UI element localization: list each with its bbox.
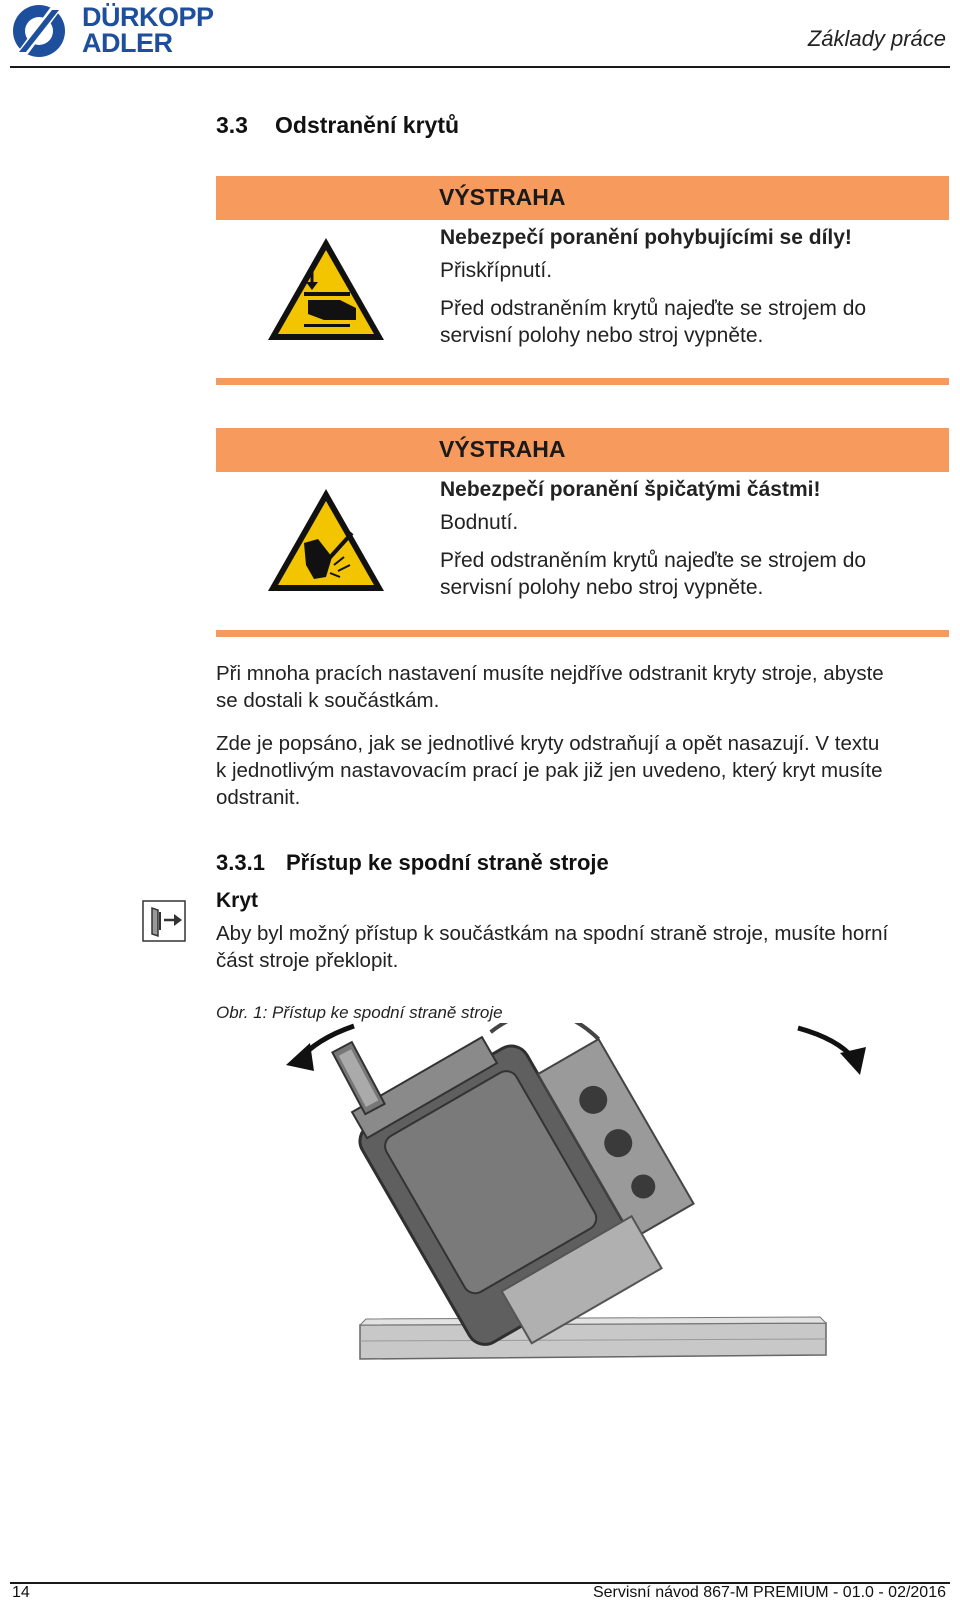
paragraph-line: část stroje překlopit. bbox=[216, 949, 399, 972]
company-logo bbox=[10, 2, 225, 60]
warning-hazard: Bodnutí. bbox=[440, 511, 519, 534]
warning-instruction-line2: servisní polohy nebo stroj vypněte. bbox=[440, 324, 764, 347]
paragraph-line: k jednotlivým nastavovacím prací je pak již jen uvedeno, který kryt musíte bbox=[216, 759, 883, 782]
page-number: 14 bbox=[12, 1584, 30, 1601]
paragraph-line: Při mnoha pracích nastavení musíte nejdříve odstranit kryty stroje, abyste bbox=[216, 662, 884, 685]
warning-hazard: Přiskřípnutí. bbox=[440, 259, 553, 282]
paragraph-line: odstranit. bbox=[216, 786, 301, 809]
description-paragraph bbox=[216, 730, 951, 811]
warning-body-2 bbox=[440, 476, 945, 601]
cover-tilt-icon bbox=[142, 900, 186, 942]
figure-caption: Obr. 1: Přístup ke spodní straně stroje bbox=[216, 1003, 503, 1022]
warning-label: VÝSTRAHA bbox=[439, 184, 566, 210]
warning-instruction-line2: servisní polohy nebo stroj vypněte. bbox=[440, 576, 764, 599]
warning-banner-2 bbox=[216, 428, 949, 472]
intro-paragraph bbox=[216, 660, 951, 714]
warning-instruction-line1: Před odstraněním krytů najeďte se strojem do bbox=[440, 549, 867, 572]
subsection-number: 3.3.1 bbox=[216, 850, 265, 875]
brand-name-line2: ADLER bbox=[82, 28, 173, 58]
warning-instruction-line1: Před odstraněním krytů najeďte se strojem do bbox=[440, 297, 867, 320]
brand-name-line1: DÜRKOPP bbox=[82, 2, 214, 32]
section-number: 3.3 bbox=[216, 112, 248, 138]
header-divider bbox=[10, 66, 950, 68]
warning-body-1 bbox=[440, 224, 945, 349]
logo-mark-icon bbox=[10, 2, 76, 60]
chapter-title: Základy práce bbox=[807, 26, 946, 51]
needle-puncture-warning-icon bbox=[264, 485, 388, 595]
warning-heading: Nebezpečí poranění pohybujícími se díly! bbox=[440, 226, 852, 249]
section-title: Odstranění krytů bbox=[275, 112, 460, 138]
paragraph-line: Aby byl možný přístup k součástkám na spodní straně stroje, musíte horní bbox=[216, 922, 889, 945]
hand-crush-warning-icon bbox=[264, 234, 388, 344]
paragraph-line: se dostali k součástkám. bbox=[216, 689, 440, 712]
machine-tilt-illustration bbox=[270, 1023, 890, 1398]
subsection-paragraph bbox=[216, 920, 951, 974]
warning-end-rule-2 bbox=[216, 630, 949, 637]
paragraph-line: Zde je popsáno, jak se jednotlivé kryty odstraňují a opět nasazují. V textu bbox=[216, 732, 880, 755]
subsection-title: Přístup ke spodní straně stroje bbox=[286, 850, 609, 875]
warning-label: VÝSTRAHA bbox=[439, 436, 566, 462]
manual-title: Servisní návod 867-M PREMIUM - 01.0 - 02/2016 bbox=[592, 1584, 946, 1601]
subsection-label: Kryt bbox=[216, 889, 259, 912]
warning-end-rule-1 bbox=[216, 378, 949, 385]
warning-banner-1 bbox=[216, 176, 949, 220]
warning-heading: Nebezpečí poranění špičatými částmi! bbox=[440, 478, 821, 501]
